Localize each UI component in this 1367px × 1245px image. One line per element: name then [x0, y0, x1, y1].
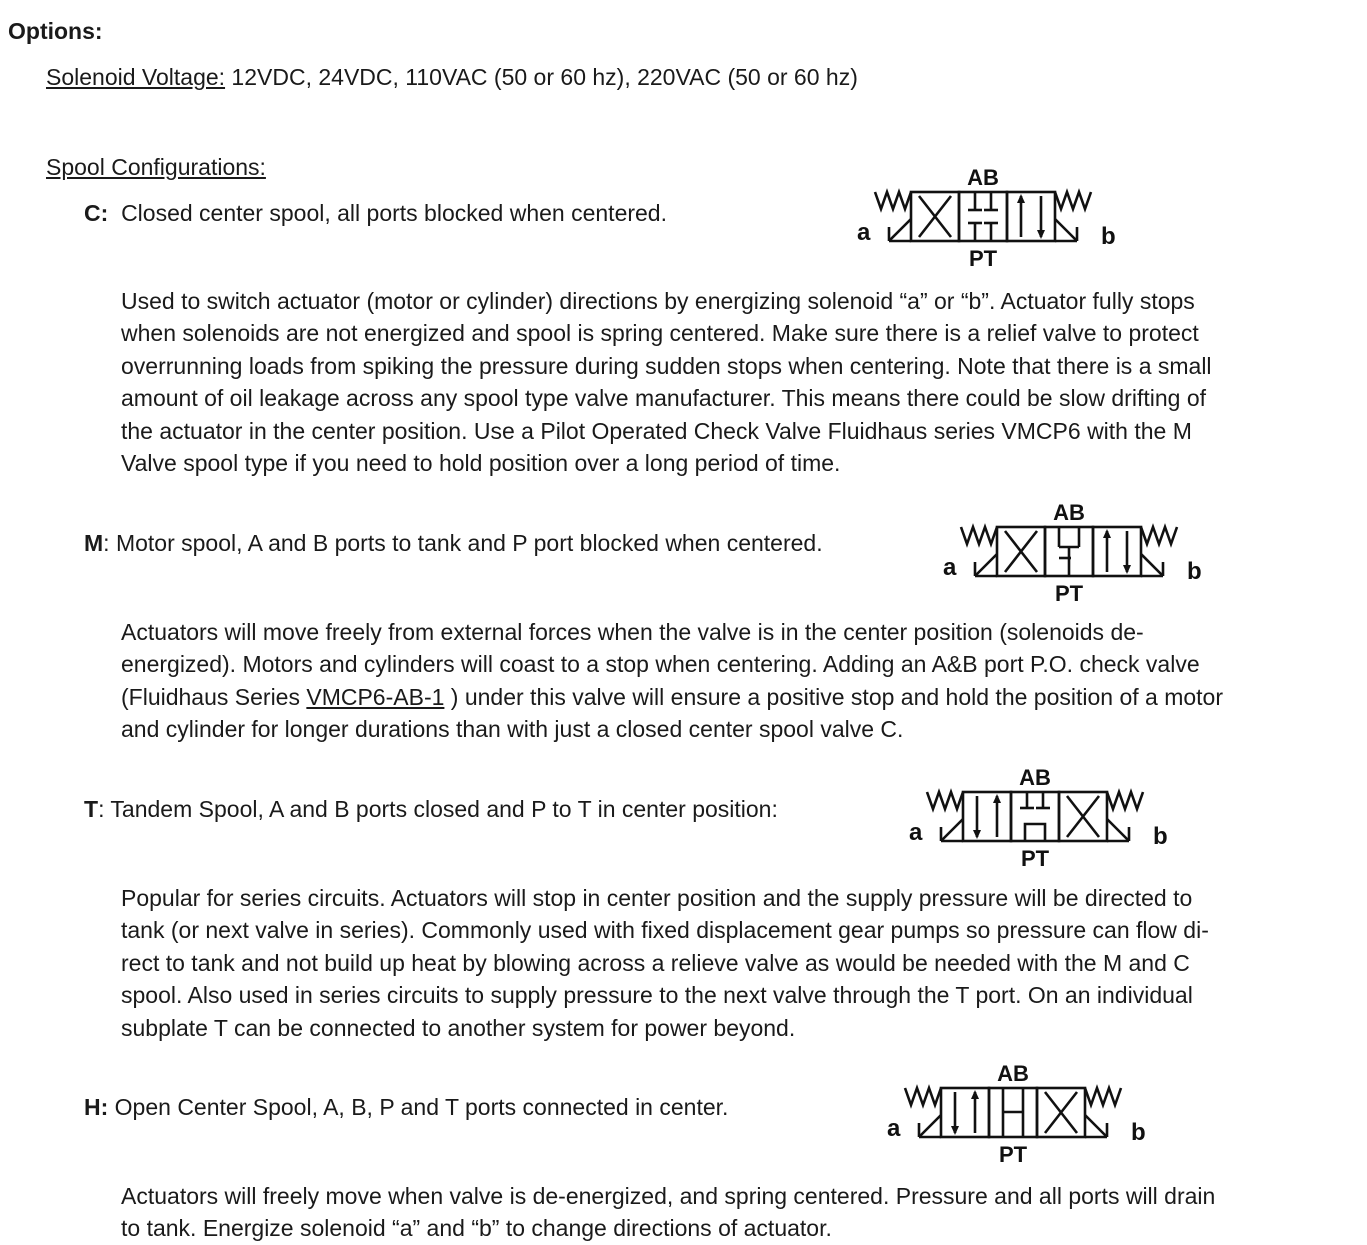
solenoid-b-label: b — [1101, 223, 1116, 250]
solenoid-a-label: a — [909, 819, 923, 846]
port-label-pt: PT — [968, 246, 998, 271]
spool-t-title: : Tandem Spool, A and B ports closed and P to T in center position: — [98, 796, 778, 822]
text-line: energized). Motors and cylinders will coast to a stop when centering. Adding an A&B port P.O. check valve — [121, 651, 1200, 678]
solenoid-voltage-label: Solenoid Voltage: — [46, 64, 226, 90]
text-line: subplate T can be connected to another system for power beyond. — [121, 1014, 796, 1041]
spool-c-valve-symbol — [855, 160, 1120, 275]
spool-h-valve-symbol — [885, 1056, 1150, 1171]
spool-m-title: : Motor spool, A and B ports to tank and P port blocked when centered. — [103, 530, 823, 556]
solenoid-voltage-line — [46, 64, 858, 91]
text-line: Used to switch actuator (motor or cylinder) directions by energizing solenoid “a” or “b”. Actuator fully stops — [121, 288, 1195, 314]
spool-t-code: T — [84, 796, 99, 822]
text-line: Valve spool type if you need to hold position over a long period of time. — [121, 450, 841, 477]
spool-t-title-line — [84, 796, 778, 823]
text-line: overrunning loads from spiking the pressure during sudden stops when centering. Note that there is a small — [121, 352, 1212, 379]
text-line: Actuators will freely move when valve is de-energized, and spring centered. Pressure and all ports will drain — [121, 1183, 1216, 1209]
spool-m-description — [121, 616, 1336, 746]
spool-c-description — [121, 285, 1336, 479]
spool-c-title: Closed center spool, all ports blocked when centered. — [121, 200, 667, 226]
text-line: spool. Also used in series circuits to supply pressure to the next valve through the T port. On an individual — [121, 982, 1193, 1009]
solenoid-a-label: a — [887, 1115, 901, 1142]
spool-t-valve-symbol — [907, 760, 1172, 875]
port-label-ab: AB — [1053, 500, 1085, 525]
solenoid-b-label: b — [1187, 558, 1202, 585]
solenoid-b-label: b — [1153, 823, 1168, 850]
text-fragment: ) under this valve will ensure a positive stop and hold the position of a motor — [444, 683, 1224, 710]
vmcp6-ab-1-link[interactable]: VMCP6-AB-1 — [306, 683, 445, 710]
spool-c-code: C: — [84, 200, 109, 226]
port-label-pt: PT — [998, 1142, 1028, 1167]
solenoid-voltage-value: 12VDC, 24VDC, 110VAC (50 or 60 hz), 220VAC (50 or 60 hz) — [225, 64, 858, 90]
port-label-ab: AB — [967, 165, 999, 190]
port-label-pt: PT — [1020, 846, 1050, 871]
solenoid-a-label: a — [943, 554, 957, 581]
spool-m-title-line — [84, 530, 823, 557]
text-line: and cylinder for longer durations than with just a closed center spool valve C. — [121, 716, 904, 743]
envelope-center — [959, 192, 1007, 241]
port-label-ab: AB — [997, 1061, 1029, 1086]
text-line: when solenoids are not energized and spool is spring centered. Make sure there is a relief valve to protect — [121, 320, 1199, 347]
text-line: Popular for series circuits. Actuators will stop in center position and the supply pressure will be directed to — [121, 885, 1193, 911]
spool-h-title: Open Center Spool, A, B, P and T ports connected in center. — [108, 1094, 729, 1120]
solenoid-b-label: b — [1131, 1119, 1146, 1146]
text-line: Actuators will move freely from external forces when the valve is in the center position (solenoids de- — [121, 619, 1144, 645]
spool-m-code: M — [84, 530, 104, 556]
text-line-with-link — [121, 681, 1336, 713]
spool-h-title-line — [84, 1094, 728, 1121]
text-line: amount of oil leakage across any spool type valve manufacturer. This means there could be slow drifting of — [121, 385, 1206, 412]
text-line: tank (or next valve in series). Commonly used with fixed displacement gear pumps so pressure can flow di- — [121, 917, 1209, 944]
spool-c-title-line — [84, 200, 667, 227]
text-fragment: (Fluidhaus Series — [121, 683, 307, 710]
text-line: rect to tank and not build up heat by blowing across a relieve valve as would be needed with the M and C — [121, 949, 1190, 976]
text-line: to tank. Energize solenoid “a” and “b” to change directions of actuator. — [121, 1215, 832, 1242]
spool-h-code: H: — [84, 1094, 109, 1120]
options-heading: Options: — [8, 18, 103, 44]
spool-m-valve-symbol — [941, 495, 1206, 610]
spool-configurations-heading: Spool Configurations: — [46, 154, 266, 180]
envelope-right — [1007, 192, 1055, 241]
text-line: the actuator in the center position. Use a Pilot Operated Check Valve Fluidhaus series VMCP6 with the M — [121, 417, 1192, 444]
spool-h-description — [121, 1180, 1336, 1245]
solenoid-a-label: a — [857, 219, 871, 246]
port-label-pt: PT — [1054, 581, 1084, 606]
port-label-ab: AB — [1019, 765, 1051, 790]
spool-t-description — [121, 882, 1336, 1044]
